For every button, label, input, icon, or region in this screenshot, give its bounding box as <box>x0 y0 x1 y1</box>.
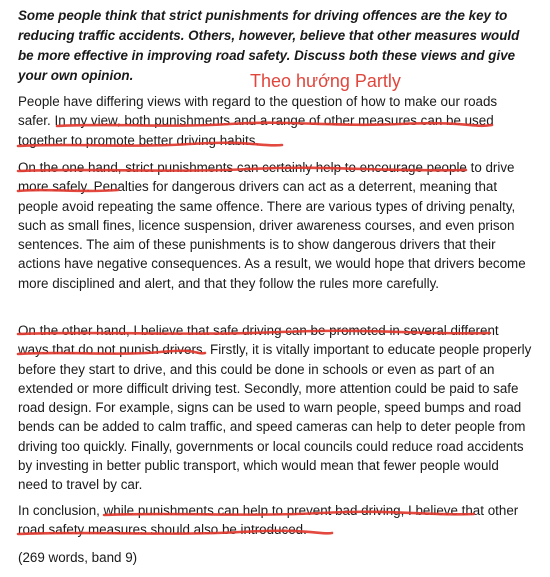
word-count-note: (269 words, band 9) <box>18 550 138 565</box>
essay-paragraph-body-2: On the other hand, I believe that safe driving can be promoted in several different ways that do not punish drivers. Firstly, it is vitally important to educate people properly before they start to drive, and this could be done in schools or even as part of an extended or more difficult driving test. Secondly, more attention could be paid to safe road design. For example, signs can be used to warn people, speed bumps and road bends can be added to calm traffic, and speed cameras can help to deter people from driving too quickly. Finally, governments or local councils could reduce road accidents by investing in better public transport, which would mean that fewer people would need to travel by car. <box>18 323 532 493</box>
essay-paragraph-body-1: On the one hand, strict punishments can certainly help to encourage people to drive more safely. Penalties for dangerous drivers can act as a deterrent, meaning that people avoid repeating the same offence. There are various types of driving penalty, such as small fines, licence suspension, driver awareness courses, and even prison sentences. The aim of these punishments is to show dangerous drivers that their actions have negative consequences. As a result, we would hope that drivers become more disciplined and alert, and that they follow the rules more carefully. <box>18 160 526 291</box>
essay-paragraph-introduction: People have differing views with regard to the question of how to make our roads safer. In my view, both punishments and a range of other measures can be used together to promote better driving habits. <box>18 94 498 148</box>
handwritten-annotation: Theo hướng Partly <box>250 71 401 91</box>
essay-prompt: Some people think that strict punishments for driving offences are the key to reducing traffic accidents. Others, however, believe that other measures would be more effective in improving road safety. Discuss both these views and give your own opinion. <box>18 8 520 83</box>
essay-paragraph-conclusion: In conclusion, while punishments can help to prevent bad driving, I believe that other road safety measures should also be introduced. <box>18 503 519 538</box>
